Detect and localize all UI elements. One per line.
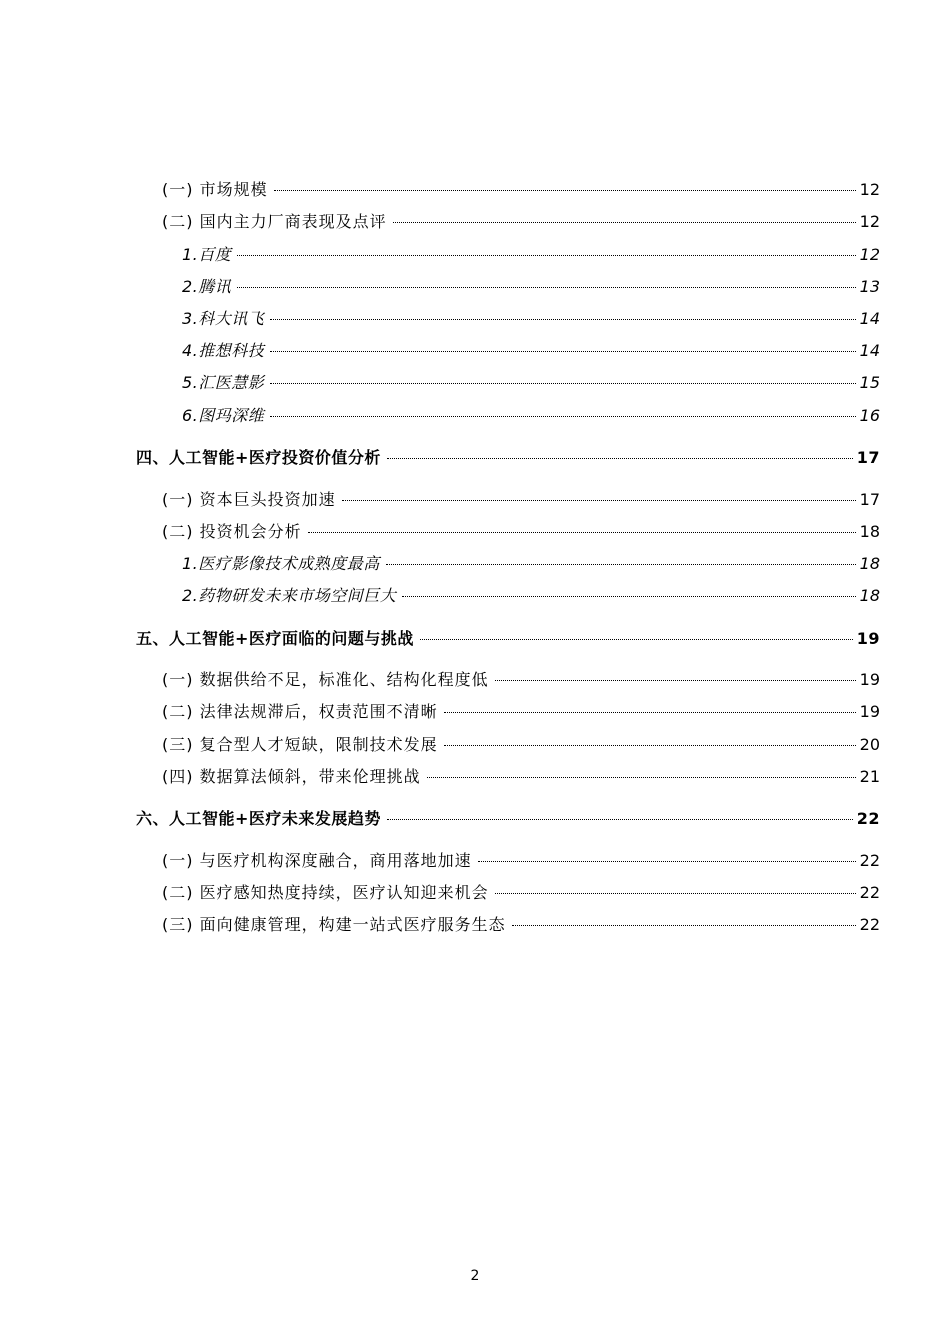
dot-leader xyxy=(427,777,856,778)
toc-entry-page: 18 xyxy=(859,554,880,573)
dot-leader xyxy=(237,255,855,256)
toc-entry-title: (一) 与医疗机构深度融合，商用落地加速 xyxy=(162,851,472,870)
toc-entry-title: 4.推想科技 xyxy=(182,341,265,360)
toc-entry-page: 12 xyxy=(859,245,880,264)
toc-entry-page: 18 xyxy=(859,522,880,541)
toc-section-heading[interactable] xyxy=(136,626,880,649)
toc-entry[interactable] xyxy=(182,274,880,297)
toc-entry[interactable] xyxy=(162,732,880,755)
toc-entry-page: 18 xyxy=(859,586,880,605)
toc-entry-title: 6.图玛深维 xyxy=(182,406,265,425)
toc-entry-page: 17 xyxy=(859,490,880,509)
dot-leader xyxy=(270,351,855,352)
dot-leader xyxy=(387,819,853,820)
dot-leader xyxy=(270,416,855,417)
toc-entry-page: 19 xyxy=(856,629,880,648)
toc-entry-title: (二) 法律法规滞后，权责范围不清晰 xyxy=(162,702,438,721)
toc-entry[interactable] xyxy=(182,306,880,329)
dot-leader xyxy=(393,222,856,223)
toc-entry-page: 22 xyxy=(859,883,880,902)
toc-entry-page: 22 xyxy=(859,851,880,870)
dot-leader xyxy=(512,925,856,926)
toc-entry-title: (一) 资本巨头投资加速 xyxy=(162,490,336,509)
toc-entry-title: (四) 数据算法倾斜，带来伦理挑战 xyxy=(162,767,421,786)
toc-entry[interactable] xyxy=(162,912,880,935)
toc-entry-page: 17 xyxy=(856,448,880,467)
toc-section-heading[interactable] xyxy=(136,806,880,829)
toc-entry-title: (二) 国内主力厂商表现及点评 xyxy=(162,212,387,231)
toc-entry-title: 四、人工智能+医疗投资价值分析 xyxy=(136,448,381,467)
toc-entry-title: (三) 复合型人才短缺，限制技术发展 xyxy=(162,735,438,754)
toc-entry[interactable] xyxy=(162,667,880,690)
toc-entry-page: 22 xyxy=(859,915,880,934)
toc-entry-title: (三) 面向健康管理，构建一站式医疗服务生态 xyxy=(162,915,506,934)
dot-leader xyxy=(495,680,856,681)
toc-section-heading[interactable] xyxy=(136,445,880,468)
toc-entry[interactable] xyxy=(182,583,880,606)
dot-leader xyxy=(444,745,856,746)
toc-entry-page: 19 xyxy=(859,702,880,721)
toc-entry-title: 五、人工智能+医疗面临的问题与挑战 xyxy=(136,629,414,648)
dot-leader xyxy=(386,564,856,565)
toc-entry-page: 21 xyxy=(859,767,880,786)
toc-entry-title: 1.医疗影像技术成熟度最高 xyxy=(182,554,380,573)
toc-entry-page: 14 xyxy=(859,341,880,360)
toc-entry[interactable] xyxy=(162,209,880,232)
toc-entry-title: (二) 医疗感知热度持续，医疗认知迎来机会 xyxy=(162,883,489,902)
dot-leader xyxy=(402,596,855,597)
toc-entry[interactable] xyxy=(182,338,880,361)
toc-entry[interactable] xyxy=(162,699,880,722)
dot-leader xyxy=(478,861,856,862)
toc-entry-page: 22 xyxy=(856,809,880,828)
dot-leader xyxy=(444,712,856,713)
toc-entry-page: 13 xyxy=(859,277,880,296)
toc-entry-page: 16 xyxy=(859,406,880,425)
page-number: 2 xyxy=(470,1268,480,1284)
dot-leader xyxy=(308,532,856,533)
toc-entry-title: (二) 投资机会分析 xyxy=(162,522,302,541)
toc-entry-title: (一) 数据供给不足，标准化、结构化程度低 xyxy=(162,670,489,689)
toc-entry-page: 19 xyxy=(859,670,880,689)
toc-entry-title: 2.药物研发未来市场空间巨大 xyxy=(182,586,397,605)
toc-entry-title: 1.百度 xyxy=(182,245,232,264)
toc-entry-title: 2.腾讯 xyxy=(182,277,232,296)
dot-leader xyxy=(237,287,855,288)
toc-entry-title: 3.科大讯飞 xyxy=(182,309,265,328)
toc-entry[interactable] xyxy=(162,519,880,542)
toc-entry[interactable] xyxy=(162,848,880,871)
toc-entry[interactable] xyxy=(162,487,880,510)
toc-entry-page: 15 xyxy=(859,373,880,392)
dot-leader xyxy=(270,319,855,320)
toc-entry[interactable] xyxy=(162,880,880,903)
toc-entry-title: 六、人工智能+医疗未来发展趋势 xyxy=(136,809,381,828)
toc-entry[interactable] xyxy=(182,551,880,574)
toc-entry-page: 14 xyxy=(859,309,880,328)
toc-entry[interactable] xyxy=(162,177,880,200)
dot-leader xyxy=(387,458,853,459)
dot-leader xyxy=(342,500,856,501)
toc-entry-page: 20 xyxy=(859,735,880,754)
toc-entry-title: 5.汇医慧影 xyxy=(182,373,265,392)
toc-entry[interactable] xyxy=(182,370,880,393)
toc-entry[interactable] xyxy=(182,242,880,265)
toc-entry[interactable] xyxy=(182,403,880,426)
toc-entry-page: 12 xyxy=(859,212,880,231)
dot-leader xyxy=(270,383,855,384)
toc-entry[interactable] xyxy=(162,764,880,787)
dot-leader xyxy=(420,639,853,640)
toc-entry-page: 12 xyxy=(859,180,880,199)
dot-leader xyxy=(495,893,856,894)
dot-leader xyxy=(274,190,856,191)
toc-entry-title: (一) 市场规模 xyxy=(162,180,268,199)
